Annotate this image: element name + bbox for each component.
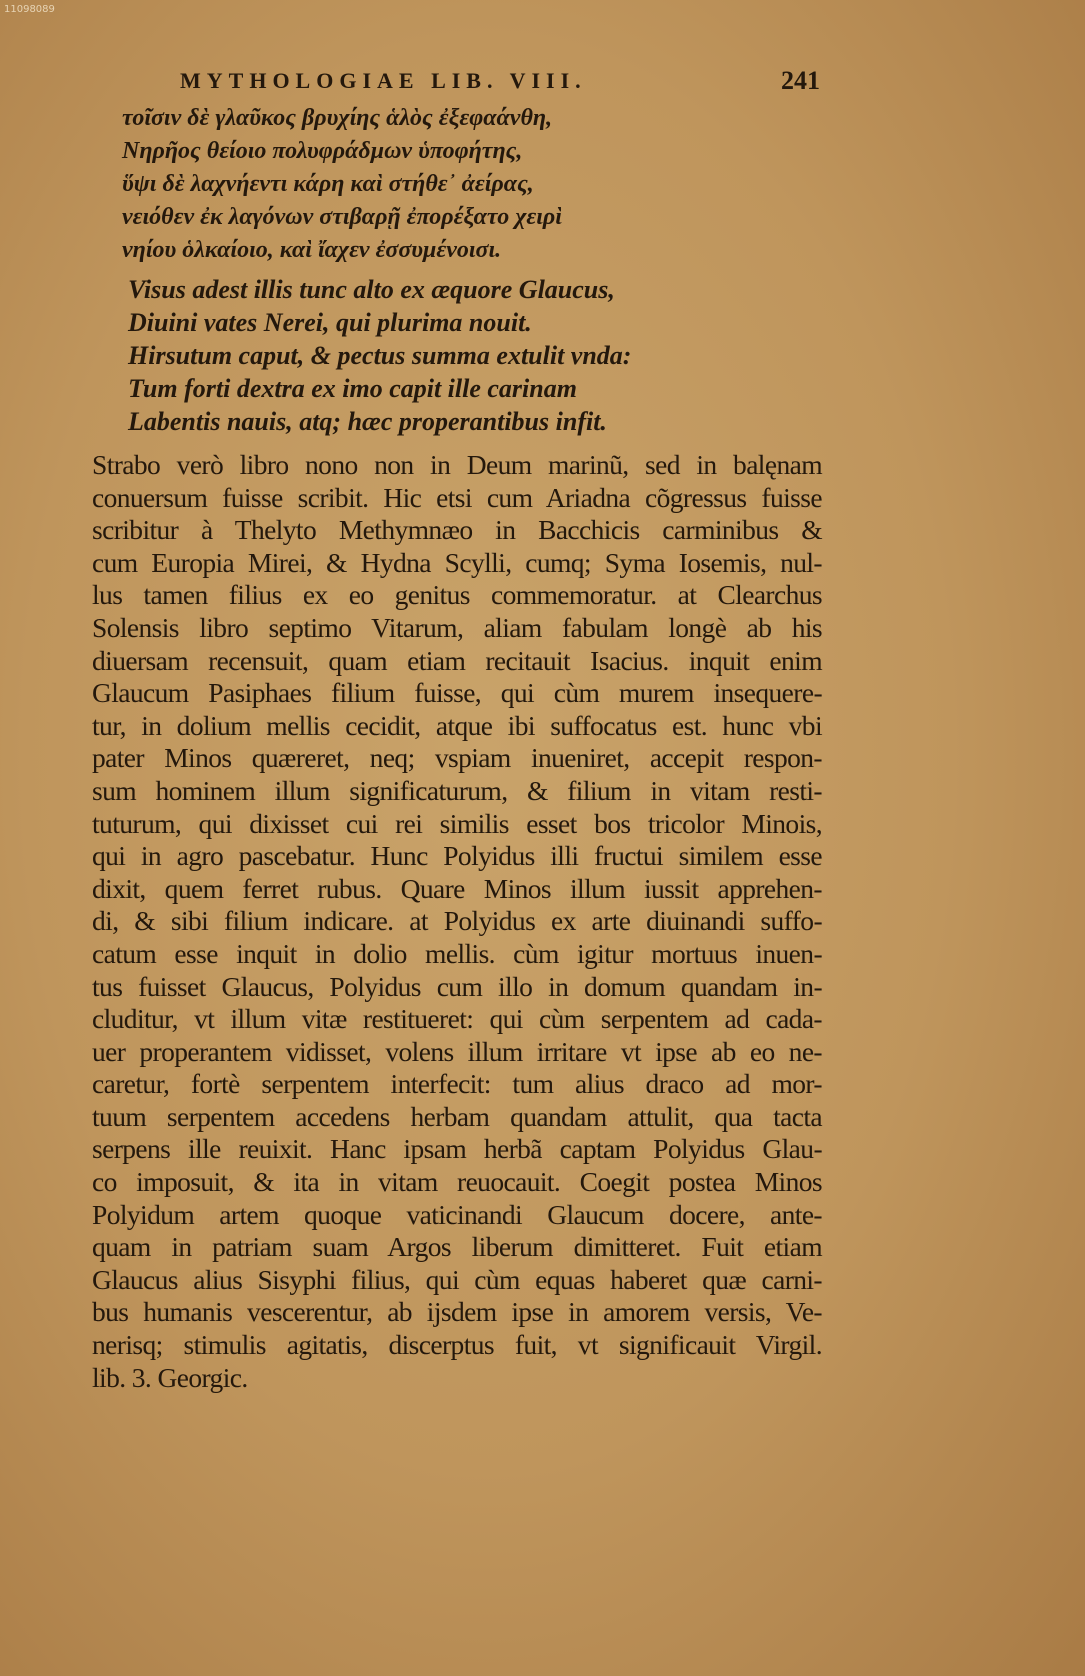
verse-line: τοῖσιν δὲ γλαῦκος βρυχίης ἁλὸς ἐξεφαάνθη, [122, 105, 553, 131]
text-line: Polyidum artem quoque vaticinandi Glaucum docere, ante- [92, 1198, 822, 1230]
text-line: cum Europia Mirei, & Hydna Scylli, cumq; Syma Iosemis, nul- [92, 546, 822, 578]
verse-line: Diuini vates Nerei, qui plurima nouit. [128, 308, 532, 337]
text-line: tuturum, qui dixisset cui rei similis esset bos tricolor Minois, [92, 807, 822, 839]
text-line: co imposuit, & ita in vitam reuocauit. Coegit postea Minos [92, 1166, 822, 1198]
text-line: cluditur, vt illum vitæ restitueret: qui cùm serpentem ad cada- [92, 1003, 822, 1035]
text-line: sum hominem illum significaturum, & filium in vitam resti- [92, 774, 822, 806]
verse-line: Hirsutum caput, & pectus summa extulit vnda: [128, 341, 632, 370]
verse-line: Νηρῆος θείοιο πολυφράδμων ὑποφήτης, [122, 138, 523, 164]
verse-line: Tum forti dextra ex imo capit ille carinam [128, 374, 577, 403]
text-line: serpens ille reuixit. Hanc ipsam herbã captam Polyidus Glau- [92, 1133, 822, 1165]
text-line: pater Minos quæreret, neq; vspiam inueniret, accepit respon- [92, 742, 822, 774]
text-line: Strabo verò libro nono non in Deum marinũ, sed in balęnam [92, 449, 822, 480]
greek-verse [122, 102, 562, 267]
verse-line: Labentis nauis, atq; hæc properantibus infit. [128, 407, 607, 436]
text-line: bus humanis vescerentur, ab ijsdem ipse in amorem versis, Ve- [92, 1296, 822, 1328]
text-line: tur, in dolium mellis cecidit, atque ibi suffocatus est. hunc vbi [92, 709, 822, 741]
text-line: di, & sibi filium indicare. at Polyidus ex arte diuinandi suffo- [92, 905, 822, 937]
running-header [180, 68, 820, 94]
text-line: uer properantem vidisset, volens illum irritare vt ipse ab eo ne- [92, 1035, 822, 1067]
text-line: diuersam recensuit, quam etiam recitauit Isacius. inquit enim [92, 644, 822, 676]
latin-verse [128, 273, 631, 438]
text-line: lib. 3. Georgic. [92, 1361, 248, 1393]
text-line: scribitur à Thelyto Methymnæo in Bacchicis carminibus & [92, 514, 822, 546]
text-line: Glaucum Pasiphaes filium fuisse, qui cùm murem insequere- [92, 677, 822, 709]
text-line: conuersum fuisse scribit. Hic etsi cum Ariadna cõgressus fuisse [92, 481, 822, 513]
text-line: dixit, quem ferret rubus. Quare Minos illum iussit apprehen- [92, 872, 822, 904]
text-line: quam in patriam suam Argos liberum dimitteret. Fuit etiam [92, 1231, 822, 1263]
text-line: nerisq; stimulis agitatis, discerptus fuit, vt significauit Virgil. [92, 1329, 822, 1361]
text-line: tus fuisset Glaucus, Polyidus cum illo in domum quandam in- [92, 970, 822, 1002]
text-line: lus tamen filius ex eo genitus commemoratur. at Clearchus [92, 579, 822, 611]
text-line: Glaucus alius Sisyphi filius, qui cùm equas haberet quæ carni- [92, 1263, 822, 1295]
text-line: catum esse inquit in dolio mellis. cùm igitur mortuus inuen- [92, 937, 822, 969]
verse-line: νηίου ὁλκαίοιο, καὶ ἴαχεν ἐσσυμένοισι. [122, 237, 502, 263]
verse-line: νειόθεν ἐκ λαγόνων στιβαρῇ ἐπορέξατο χειρὶ [122, 204, 562, 230]
page-number: 241 [781, 66, 820, 95]
text-line: Solensis libro septimo Vitarum, aliam fabulam longè ab his [92, 611, 822, 643]
body-text [92, 449, 822, 1394]
text-line: qui in agro pascebatur. Hunc Polyidus illi fructui similem esse [92, 840, 822, 872]
text-line: caretur, fortè serpentem interfecit: tum alius draco ad mor- [92, 1068, 822, 1100]
scan-id: 11098089 [4, 4, 55, 15]
text-line: tuum serpentem accedens herbam quandam attulit, qua tacta [92, 1100, 822, 1132]
verse-line: ὕψι δὲ λαχνήεντι κάρη καὶ στήθε᾽ ἀείρας, [122, 171, 534, 197]
verse-line: Visus adest illis tunc alto ex æquore Glaucus, [128, 275, 615, 304]
running-title: MYTHOLOGIAE LIB. VIII. [180, 68, 587, 93]
